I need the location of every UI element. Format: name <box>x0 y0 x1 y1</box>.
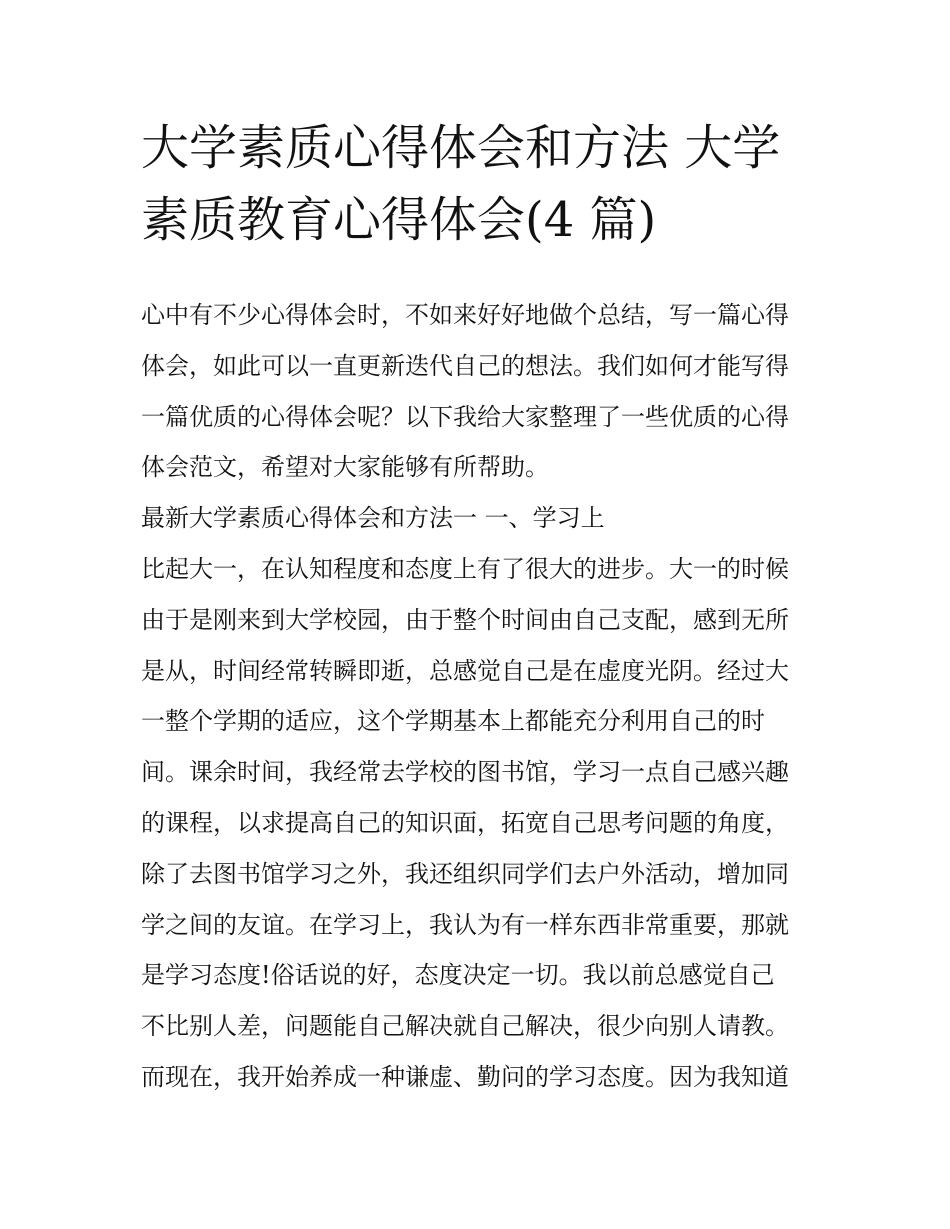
body-line: 学之间的友谊。在学习上，我认为有一样东西非常重要，那就 <box>141 910 789 939</box>
document-title <box>141 112 813 256</box>
body-line: 是从，时间经常转瞬即逝，总感觉自己是在虚度光阴。经过大 <box>141 656 789 685</box>
body-line: 的课程，以求提高自己的知识面，拓宽自己思考问题的角度， <box>141 808 789 837</box>
document-body <box>141 290 813 1103</box>
body-line: 体会范文，希望对大家能够有所帮助。 <box>141 453 549 482</box>
title-line: 大学素质心得体会和方法 大学 <box>141 120 781 176</box>
body-line: 一篇优质的心得体会呢？以下我给大家整理了一些优质的心得 <box>141 402 789 431</box>
body-line: 不比别人差，问题能自己解决就自己解决，很少向别人请教。 <box>141 1012 789 1041</box>
body-line: 比起大一，在认知程度和态度上有了很大的进步。大一的时候 <box>141 554 789 583</box>
body-line: 是学习态度!俗话说的好，态度决定一切。我以前总感觉自己 <box>141 961 775 990</box>
body-line: 而现在，我开始养成一种谦虚、勤问的学习态度。因为我知道 <box>141 1062 789 1091</box>
title-line: 素质教育心得体会(4 篇) <box>141 192 657 248</box>
body-line: 由于是刚来到大学校园，由于整个时间由自己支配，感到无所 <box>141 605 789 634</box>
body-line: 心中有不少心得体会时，不如来好好地做个总结，写一篇心得 <box>141 301 789 329</box>
body-line: 除了去图书馆学习之外，我还组织同学们去户外活动，增加同 <box>141 859 789 888</box>
body-line: 间。课余时间，我经常去学校的图书馆，学习一点自己感兴趣 <box>141 758 789 787</box>
body-line: 一整个学期的适应，这个学期基本上都能充分利用自己的时 <box>141 707 765 736</box>
section-heading: 最新大学素质心得体会和方法一 一、学习上 <box>141 504 605 533</box>
document-content <box>141 112 813 1103</box>
body-line: 体会，如此可以一直更新迭代自己的想法。我们如何才能写得 <box>141 351 789 380</box>
